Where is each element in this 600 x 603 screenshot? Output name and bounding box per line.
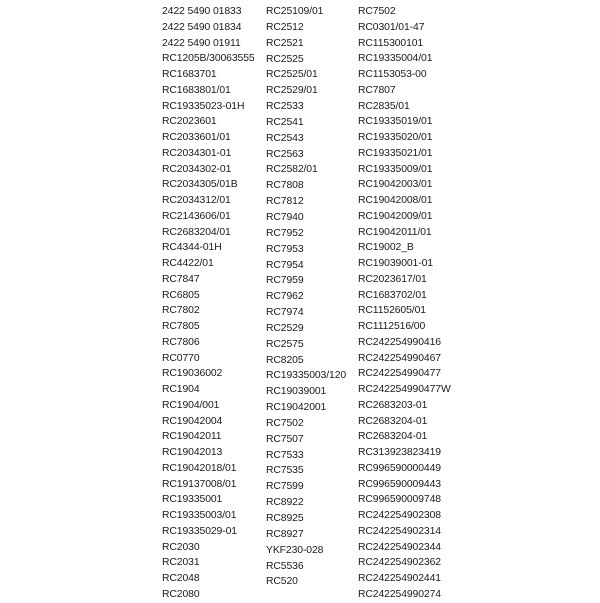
- part-number-entry: RC7802: [162, 305, 200, 317]
- part-number-entry: RC242254990274: [358, 588, 441, 600]
- part-number-entry: RC7974: [266, 307, 304, 319]
- part-number-entry: RC7806: [162, 336, 200, 348]
- part-number-entry: RC2575: [266, 338, 304, 350]
- part-number-entry: RC7533: [266, 449, 304, 461]
- part-number-entry: RC2030: [162, 541, 200, 553]
- part-number-column-2: [266, 4, 358, 590]
- part-number-entry: RC242254902362: [358, 557, 441, 569]
- part-number-entry: RC4344-01H: [162, 242, 222, 254]
- part-number-entry: RC1112516/00: [358, 321, 426, 332]
- part-number-entry: RC242254990477W: [358, 384, 451, 395]
- part-number-entry: RC19335021/01: [358, 147, 433, 159]
- part-number-entry: RC19036002: [162, 368, 223, 380]
- part-number-entry: RC2529: [266, 322, 304, 334]
- part-number-entry: RC2563: [266, 148, 304, 160]
- part-number-entry: RC996590009748: [358, 494, 441, 506]
- part-number-entry: RC19335003/120: [266, 370, 347, 382]
- part-number-entry: RC19042004: [162, 415, 223, 427]
- part-number-entry: RC7959: [266, 275, 304, 287]
- part-number-entry: RC2525/01: [266, 69, 318, 81]
- part-number-entry: RC313923823419: [358, 447, 441, 458]
- part-number-entry: RC242254902344: [358, 541, 441, 553]
- part-number-entry: RC2525: [266, 53, 304, 65]
- part-number-entry: RC5536: [266, 560, 304, 572]
- part-number-entry: RC2034305/01B: [162, 179, 238, 191]
- part-number-entry: RC0770: [162, 352, 200, 364]
- part-number-entry: RC2034302-01: [162, 163, 232, 175]
- part-number-entry: RC2541: [266, 116, 304, 128]
- part-number-entry: RC2031: [162, 557, 200, 569]
- part-number-entry: RC19335029-01: [162, 525, 237, 537]
- part-number-entry: RC7962: [266, 291, 304, 303]
- part-number-entry: RC19039001-01: [358, 258, 433, 269]
- part-number-entry: RC7805: [162, 321, 200, 332]
- part-number-entry: RC19335019/01: [358, 116, 433, 128]
- part-number-entry: RC1205B/30063555: [162, 53, 255, 65]
- part-number-entry: RC2683203-01: [358, 399, 428, 411]
- part-number-entry: RC19137008/01: [162, 478, 237, 490]
- part-number-entry: RC1683702/01: [358, 289, 427, 301]
- part-number-entry: RC2835/01: [358, 100, 410, 112]
- part-number-entry: RC7940: [266, 211, 304, 223]
- part-number-entry: RC19335003/01: [162, 510, 237, 521]
- part-number-entry: RC242254990416: [358, 336, 441, 348]
- part-number-entry: RC19042001: [266, 402, 327, 414]
- part-number-entry: RC2582/01: [266, 164, 318, 176]
- part-number-entry: RC2512: [266, 21, 304, 33]
- part-number-entry: RC2521: [266, 37, 304, 49]
- part-number-entry: RC19039001: [266, 386, 327, 398]
- part-number-entry: RC996590009443: [358, 478, 441, 490]
- part-number-entry: 2422 5490 01833: [162, 6, 242, 17]
- part-number-entry: RC1904: [162, 384, 200, 395]
- part-number-entry: RC1153053-00: [358, 69, 427, 80]
- part-number-entry: RC2683204/01: [162, 226, 231, 238]
- part-number-entry: RC1683701: [162, 69, 217, 80]
- part-number-entry: RC242254902308: [358, 510, 441, 521]
- part-number-entry: RC19002_B: [358, 242, 414, 254]
- part-number-entry: RC996590000449: [358, 462, 441, 474]
- part-number-entry: RC19335020/01: [358, 132, 433, 143]
- part-number-entry: RC19042009/01: [358, 210, 433, 222]
- part-number-entry: RC19042013: [162, 447, 223, 458]
- part-number-entry: RC19042003/01: [358, 179, 433, 191]
- part-number-entry: RC7954: [266, 259, 304, 271]
- part-number-entry: RC1904/001: [162, 399, 220, 411]
- part-number-entry: RC2048: [162, 573, 200, 584]
- part-number-entry: RC7807: [358, 84, 396, 96]
- part-number-entry: RC7502: [358, 6, 396, 17]
- part-number-entry: RC19335001: [162, 494, 223, 506]
- part-number-entry: RC19042018/01: [162, 462, 237, 474]
- part-number-entry: RC19042011/01: [358, 226, 432, 238]
- part-number-entry: RC7599: [266, 481, 304, 493]
- part-number-entry: RC242254990477: [358, 368, 441, 380]
- part-number-entry: RC2023617/01: [358, 273, 427, 285]
- part-number-entry: RC2529/01: [266, 85, 318, 97]
- part-number-entry: RC8205: [266, 354, 304, 366]
- part-number-entry: RC7812: [266, 196, 304, 208]
- part-number-entry: RC8925: [266, 513, 304, 524]
- part-number-entry: RC2034312/01: [162, 195, 231, 206]
- part-number-entry: RC7808: [266, 180, 304, 192]
- part-number-entry: RC242254902314: [358, 525, 441, 537]
- part-number-entry: RC4422/01: [162, 258, 214, 269]
- part-number-entry: RC520: [266, 576, 298, 588]
- part-number-entry: RC7502: [266, 417, 304, 429]
- part-number-entry: RC8922: [266, 497, 304, 509]
- part-number-column-3: [358, 4, 468, 603]
- part-number-entry: RC7953: [266, 243, 304, 255]
- part-number-entry: RC2533: [266, 101, 304, 113]
- part-number-entry: RC1152605/01: [358, 305, 426, 317]
- part-number-entry: RC19042008/01: [358, 195, 433, 206]
- part-number-entry: RC25109/01: [266, 6, 324, 17]
- part-number-entry: RC2143606/01: [162, 210, 231, 222]
- part-number-entry: RC2080: [162, 588, 200, 600]
- part-number-entry: RC7847: [162, 273, 200, 285]
- part-number-entry: RC2683204-01: [358, 431, 428, 443]
- part-number-entry: RC19335004/01: [358, 53, 433, 65]
- part-number-entry: RC242254990467: [358, 352, 441, 364]
- part-number-entry: RC7952: [266, 227, 304, 239]
- part-number-entry: RC242254902441: [358, 573, 441, 584]
- part-number-entry: RC2023601: [162, 116, 217, 128]
- part-number-column-1: [162, 4, 262, 603]
- part-number-entry: RC0301/01-47: [358, 21, 425, 33]
- part-number-entry: 2422 5490 01911: [162, 37, 241, 49]
- part-number-entry: RC19335009/01: [358, 163, 433, 175]
- part-number-entry: RC7507: [266, 433, 304, 445]
- part-number-entry: RC115300101: [358, 37, 424, 49]
- part-number-entry: RC1683801/01: [162, 84, 231, 96]
- part-number-entry: RC2033601/01: [162, 132, 231, 143]
- part-number-entry: RC19042011: [162, 431, 222, 443]
- part-number-entry: RC8927: [266, 528, 304, 540]
- part-number-entry: RC7535: [266, 465, 304, 477]
- part-number-entry: YKF230-028: [266, 544, 324, 556]
- part-number-entry: RC2034301-01: [162, 147, 232, 159]
- part-number-entry: RC2683204-01: [358, 415, 428, 427]
- part-number-entry: RC6805: [162, 289, 200, 301]
- part-number-entry: 2422 5490 01834: [162, 21, 242, 33]
- part-number-entry: RC2543: [266, 132, 304, 144]
- part-number-entry: RC19335023-01H: [162, 100, 245, 112]
